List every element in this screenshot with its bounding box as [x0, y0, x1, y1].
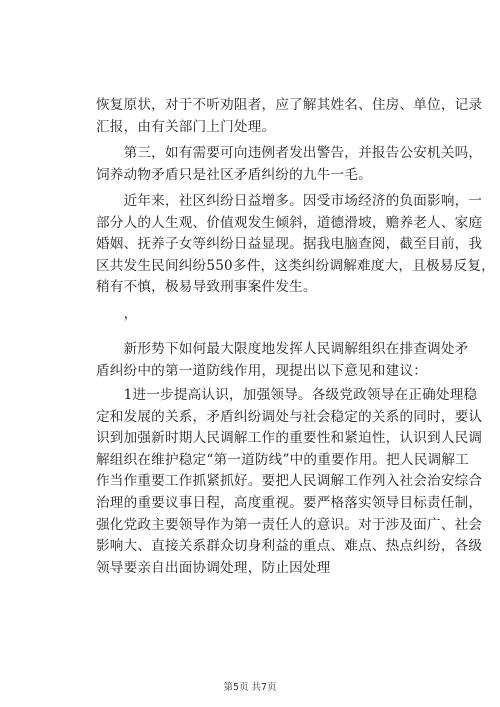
text-line: 作当作重要工作抓紧抓好。要把人民调解工作列入社会治安综合 [96, 473, 483, 490]
body-text [96, 95, 483, 138]
text-line: 汇报，由有关部门上门处理。 [96, 118, 276, 135]
body-text [96, 191, 495, 299]
body-text [96, 304, 441, 326]
text-line: 解组织在维护稳定“第一道防线”中的重要作用。把人民调解工 [96, 451, 469, 468]
body-text [96, 143, 483, 186]
text-line: 定和发展的关系，矛盾纠纷调处与社会稳定的关系的同时，要认 [96, 408, 483, 425]
text-line: 新形势下如何最大限度地发挥人民调解组织在排查调处矛 [96, 341, 469, 357]
text-line: 近年来，社区纠纷日益增多。因受市场经济的负面影响，一 [96, 193, 483, 209]
text-line: 稍有不慎，极易导致刑事案件发生。 [96, 279, 317, 296]
text-line: 识到加强新时期人民调解工作的重要性和紧迫性，认识到人民调 [96, 430, 483, 447]
text-line: 影响大、直接关系群众切身利益的重点、难点、热点纠纷，各级 [96, 538, 483, 555]
text-line: 恢复原状，对于不听劝阻者，应了解其姓名、住房、单位，记录 [96, 97, 483, 113]
text-line: 强化党政主要领导作为第一责任人的意识。对于涉及面广、社会 [96, 516, 483, 533]
text-line: 区共发生民间纠纷550多件，这类纠纷调解难度大，且极易反复， [96, 257, 495, 274]
text-line: 1进一步提高认识，加强领导。各级党政领导在正确处理稳 [96, 387, 478, 403]
text-line: 盾纠纷中的第一道防线作用，现提出以下意见和建议： [96, 362, 428, 379]
text-line: ， [96, 306, 138, 322]
text-line: 饲养动物矛盾只是社区矛盾纠纷的九牛一毛。 [96, 166, 372, 183]
text-line: 治理的重要议事日程，高度重视。要严格落实领导目标责任制， [96, 494, 483, 511]
page-footer: 第5页 共7页 [223, 682, 277, 693]
text-line: 领导要亲自出面协调处理，防止因处理 [96, 559, 331, 576]
text-line: 第三，如有需要可向违例者发出警告，并报告公安机关吗， [96, 145, 483, 161]
body-text [96, 385, 483, 579]
text-line: 部分人的人生观、价值观发生倾斜，道德滑坡，赡养老人、家庭 [96, 214, 483, 231]
text-line: 婚姻、抚养子女等纠纷日益显现。据我电脑查阅，截至目前，我 [96, 236, 483, 253]
body-text [96, 339, 469, 382]
